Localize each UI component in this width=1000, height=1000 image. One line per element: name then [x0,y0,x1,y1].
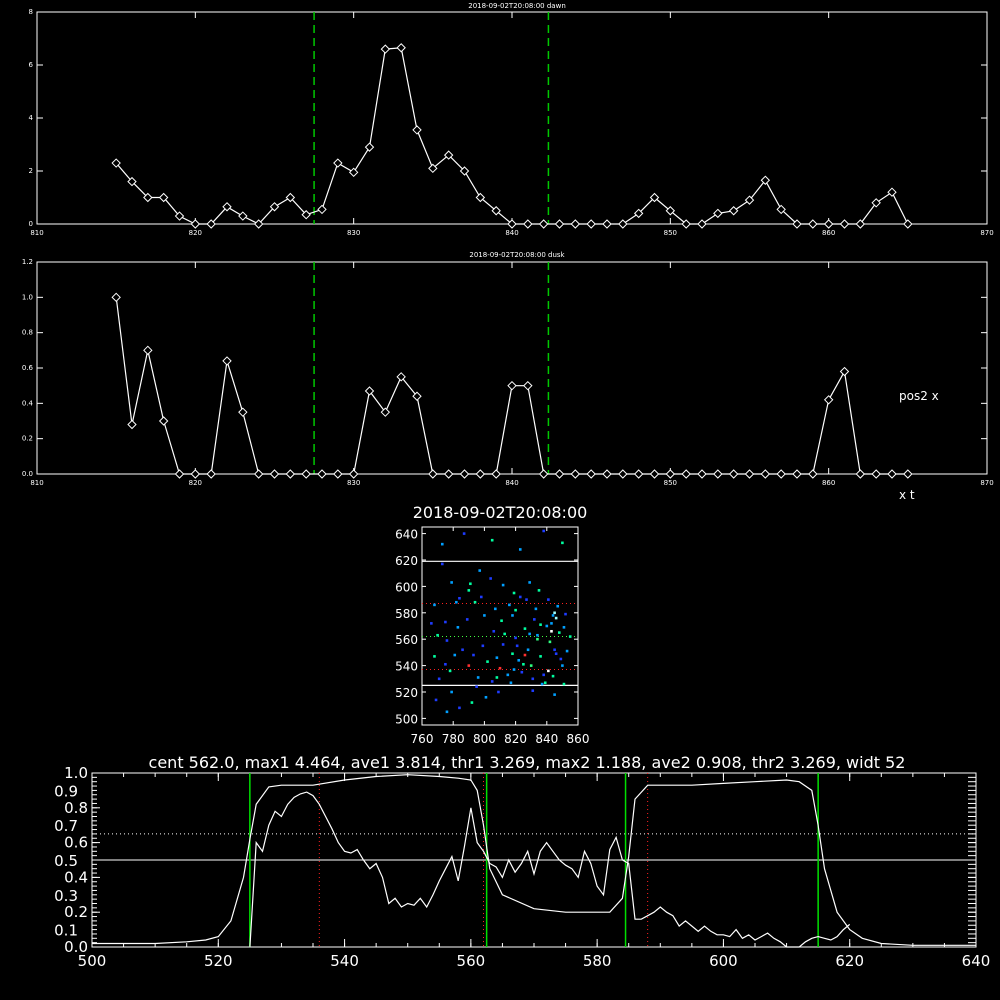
y-tick-label: 560 [395,633,418,648]
scatter-point [550,630,553,633]
scatter-point [510,681,513,684]
scatter-point [480,596,483,599]
x-tick-label: 820 [188,229,203,237]
scatter-point [535,608,538,611]
scatter-point [508,604,511,607]
scatter-point [514,609,517,612]
y-tick-label: 0.6 [64,833,88,852]
scatter-point [453,654,456,657]
scatter-point [496,656,499,659]
y-tick-label: 0.0 [21,470,33,478]
scatter-point [561,664,564,667]
scatter-point [430,622,433,625]
x-tick-label: 540 [330,952,359,970]
scatter-point [494,608,497,611]
scatter-point [566,650,569,653]
scatter-point [455,601,458,604]
y-tick-label: 600 [395,580,418,595]
x-tick-label: 840 [535,732,559,746]
scatter-point [536,634,539,637]
x-tick-label: 620 [835,952,865,970]
x-tick-label: 840 [505,479,519,487]
scatter-point [469,582,472,585]
x-tick-label: 840 [505,229,519,237]
scatter-point [478,569,481,572]
x-tick-label: 820 [188,479,203,487]
scatter-point [492,630,495,633]
scatter-point [441,543,444,546]
x-tick-label: 520 [203,952,233,970]
scatter-image-panel [395,503,589,746]
scatter-point [528,633,531,636]
scatter-point [450,691,453,694]
scatter-point [482,645,485,648]
x-tick-label: 580 [582,952,612,970]
x-tick-label: 800 [472,732,496,746]
scatter-point [569,635,572,638]
scatter-point [516,645,519,648]
scatter-point [507,674,510,677]
scatter-point [555,617,558,620]
x-tick-label: 810 [30,479,44,487]
scatter-point [458,707,461,710]
y-tick-label: 0.4 [21,399,33,408]
scatter-point [524,654,527,657]
scatter-point [458,597,461,600]
x-tick-label: 850 [663,479,678,487]
scatter-point [499,667,502,670]
scatter-chart-title: 2018-09-02T20:08:00 [412,503,588,522]
y-tick-label: 640 [395,527,418,542]
scatter-point [542,530,545,533]
scatter-point [550,622,553,625]
scatter-point [539,623,542,626]
y-tick-label: 500 [395,712,418,727]
scatter-point [558,631,561,634]
x-tick-label: 870 [980,479,994,487]
scatter-point [468,589,471,592]
scatter-point [553,648,556,651]
scatter-point [525,598,528,601]
y-tick-label-secondary: 0.3 [54,886,78,905]
scatter-point [491,680,494,683]
y-tick-label: 2 [28,167,33,175]
scatter-point [513,592,516,595]
scatter-point [536,638,539,641]
x-tick-label: 760 [410,732,434,746]
y-tick-label: 0.0 [64,938,88,956]
scatter-point [446,711,449,714]
scatter-point [433,655,436,658]
scatter-point [547,598,550,601]
dusk-annotation-xt: x t [899,488,915,502]
scatter-point [444,663,447,666]
scatter-point [444,621,447,624]
y-tick-label: 1.0 [64,764,88,782]
x-tick-label: 860 [821,229,836,237]
y-tick-label: 0.2 [21,434,33,443]
y-tick-label: 0 [28,220,33,228]
scatter-point [449,670,452,673]
scatter-point [553,693,556,696]
scatter-point [541,683,544,686]
scatter-point [503,633,506,636]
scatter-point [485,696,488,699]
scatter-point [511,614,514,617]
scatter-point [522,663,525,666]
x-tick-label: 560 [456,952,486,970]
x-tick-label: 500 [77,952,107,970]
y-tick-label: 620 [395,554,418,568]
scatter-point [468,664,471,667]
x-tick-label: 830 [346,479,361,487]
y-tick-label: 540 [395,659,418,674]
y-tick-label: 4 [28,114,33,122]
y-tick-label-secondary: 0.7 [54,817,78,836]
y-tick-label: 1.2 [21,258,33,266]
x-tick-label: 860 [821,479,836,487]
y-tick-label: 0.4 [64,868,88,887]
y-tick-label: 0.2 [64,903,88,922]
scatter-point [538,589,541,592]
scatter-point [436,634,439,637]
x-tick-label: 870 [980,229,994,237]
scatter-point [474,601,477,604]
scatter-point [563,683,566,686]
x-tick-label: 860 [566,732,590,746]
scatter-point [513,668,516,671]
scatter-point [544,681,547,684]
x-tick-label: 600 [709,952,738,970]
scatter-point [433,604,436,607]
scatter-point [552,614,555,617]
x-tick-label: 820 [504,732,528,746]
scatter-point [549,641,552,644]
y-tick-label: 520 [395,686,418,700]
scatter-point [496,676,499,679]
scatter-point [457,626,460,629]
scatter-point [483,614,486,617]
scatter-point [519,548,522,551]
scatter-point [441,563,444,566]
scatter-point [542,674,545,677]
x-tick-label: 780 [441,732,465,746]
y-tick-label-secondary: 0.5 [54,852,78,870]
y-tick-label: 0.6 [21,364,33,372]
scatter-point [511,652,514,655]
scatter-point [547,670,550,673]
scatter-point [497,691,500,694]
dusk-chart-title: 2018-09-02T20:08:00 dusk [469,251,565,259]
scatter-point [438,678,441,681]
x-tick-label: 640 [961,952,991,970]
scatter-point [563,626,566,629]
scatter-point [475,685,478,688]
y-tick-label-secondary: 0.1 [54,921,78,940]
scatter-point [514,637,517,640]
scatter-point [556,605,559,608]
scatter-point [517,659,520,662]
x-tick-label: 810 [30,229,44,237]
y-tick-label: 1.0 [21,293,33,302]
scatter-point [555,652,558,655]
scatter-point [564,613,567,616]
y-tick-label: 0.8 [64,798,88,817]
x-tick-label: 830 [346,229,361,237]
y-tick-label-secondary: 0.9 [54,782,78,801]
scatter-point [450,581,453,584]
scatter-point [489,577,492,580]
scatter-point [519,596,522,599]
scatter-point [560,658,563,661]
scatter-point [502,643,505,646]
scatter-point [471,701,474,704]
scatter-point [531,689,534,692]
scatter-point [500,619,503,622]
y-tick-label: 8 [28,8,33,16]
scatter-point [466,618,469,621]
scatter-point [530,664,533,667]
y-tick-label: 6 [28,61,33,69]
scatter-point [472,654,475,657]
dawn-chart-title: 2018-09-02T20:08:00 dawn [468,2,566,10]
scatter-point [486,660,489,663]
scatter-point [528,581,531,584]
scatter-point [552,675,555,678]
scatter-point [521,671,524,674]
scatter-point [533,618,536,621]
scatter-point [446,639,449,642]
scatter-point [553,612,556,615]
x-tick-label: 850 [663,229,678,237]
scatter-point [527,648,530,651]
scatter-point [463,532,466,535]
y-tick-label: 0.8 [21,328,33,337]
profile-chart-title: cent 562.0, max1 4.464, ave1 3.814, thr1 3.269, max2 1.188, ave2 0.908, thr2 3.269, widt 52 [148,753,906,772]
dusk-annotation-pos2: pos2 x [899,389,939,403]
scatter-point [539,655,542,658]
scatter-point [546,625,549,628]
scatter-point [435,699,438,702]
scatter-point [524,627,527,630]
y-tick-label: 580 [395,606,418,621]
scatter-point [502,584,505,587]
scatter-point [561,542,564,545]
scatter-point [461,648,464,651]
scatter-point [491,539,494,542]
scatter-point [477,676,480,679]
scatter-point [531,678,534,681]
